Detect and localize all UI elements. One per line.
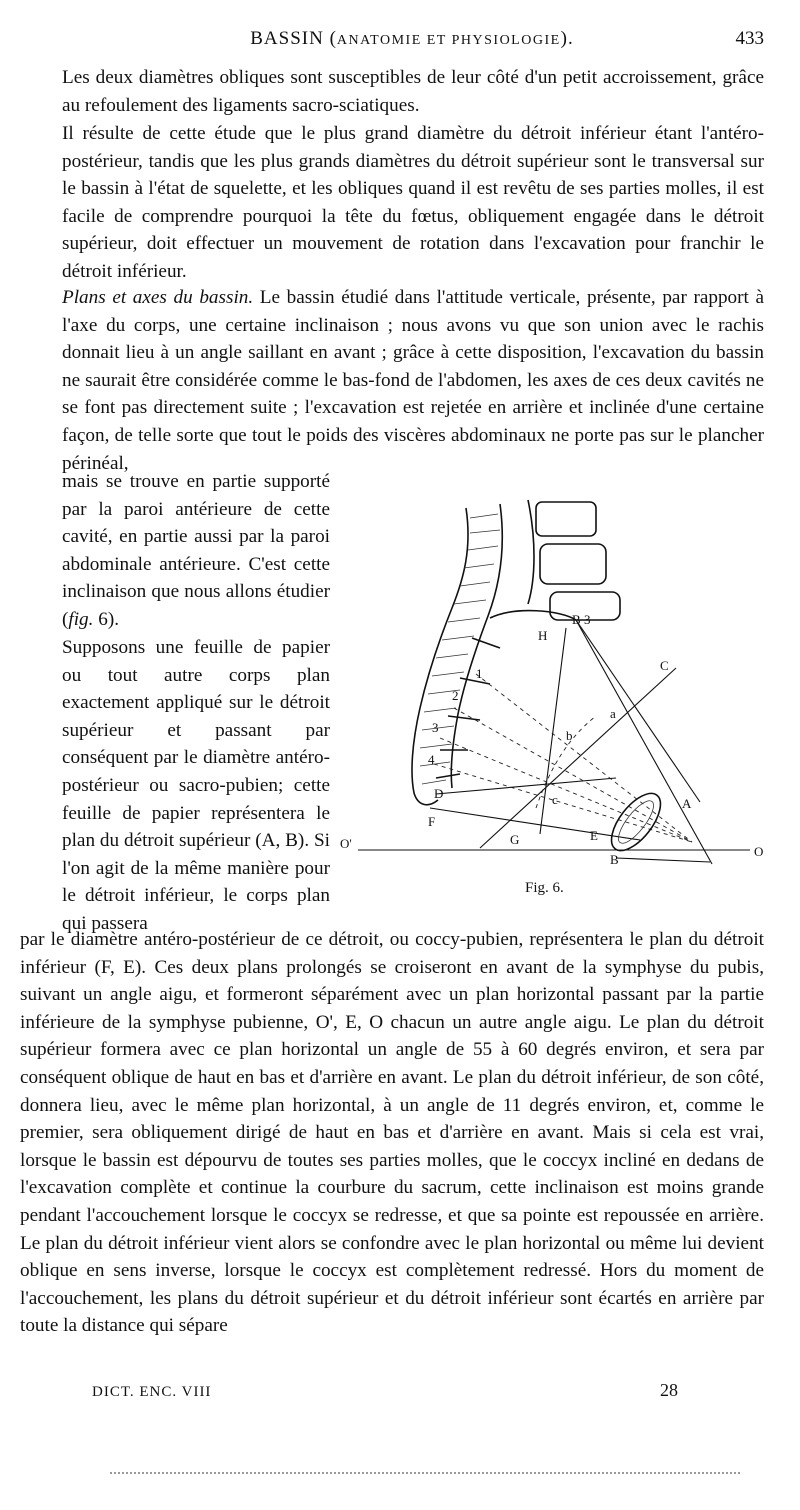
paragraph-inclinaison-text: mais se trouve en partie supporté par la paroi antérieure de cette cavité, en partie aussi par la paroi abdominale antérieure. C'est cette inclinaison que nous allons étudier ( xyxy=(62,471,330,630)
footer-signature: 28 xyxy=(660,1380,678,1400)
label-f: F xyxy=(428,814,436,829)
vertebra-body-1 xyxy=(536,502,596,536)
paragraph-resultat-etude: Il résulte de cette étude que le plus grand diamètre du détroit inférieur étant l'antéro-postérieur, tandis que les plus grands diamètres du détroit supérieur sont le transversal sur le bassin à l'état de squelette, et les obliques quand il est revêtu de ses parties molles, il est facile de comprendre pourquoi la tête du fœtus, obliquement engagée dans le détroit supérieur, doit effectuer un mouvement de rotation dans l'excavation pour franchir le détroit inférieur. xyxy=(62,123,764,282)
page-footer xyxy=(92,1380,740,1408)
footer-volume: DICT. ENC. VIII xyxy=(92,1384,212,1400)
label-3: 3 xyxy=(432,720,439,735)
label-a: A xyxy=(682,796,692,811)
label-4: 4 xyxy=(428,752,435,767)
promontory-contour xyxy=(490,611,576,620)
sacrum-hatching xyxy=(420,514,500,784)
axis-line-c xyxy=(480,668,676,848)
paragraph-diametres-obliques: Les deux diamètres obliques sont susceptibles de leur côté d'un petit accroissement, grâce au refoulement des ligaments sacro-sciatiques. xyxy=(62,67,764,116)
label-g: G xyxy=(510,832,520,847)
label-b-lower: B xyxy=(610,852,619,867)
label-h: H xyxy=(538,628,548,643)
label-b-small: b xyxy=(566,728,573,743)
rachis-contour xyxy=(528,500,534,604)
sacrum-outer-contour xyxy=(412,508,468,805)
line-sacral-promontory-to-a xyxy=(576,620,700,802)
figure-reference-number: 6). xyxy=(93,608,120,630)
bottom-dotted-rule xyxy=(110,1472,740,1476)
running-title xyxy=(60,28,764,50)
label-1: 1 xyxy=(476,666,483,681)
label-o: O xyxy=(754,844,764,859)
figure-reference: fig. xyxy=(68,608,94,630)
label-d: D xyxy=(434,786,444,801)
page-number: 433 xyxy=(735,28,764,49)
label-o-prime: O' xyxy=(340,836,352,851)
running-title-main: BASSIN ( xyxy=(250,28,337,49)
sacral-segments xyxy=(436,638,500,778)
paragraph-plans-detroits: par le diamètre antéro-postérieur de ce détroit, ou coccy-pubien, représentera le plan du détroit inférieur (F, E). Ces deux plans prolongés se croiseront en avant de la symphyse du pubis, suivant un angle aigu, et formeront séparément avec un plan horizontal passant par la partie inférieure de la symphyse pubienne, O', E, O chacun un autre angle aigu. Le plan du détroit supérieur formera avec ce plan horizontal un angle de 55 à 60 degrés environ, et sera par conséquent oblique de haut en bas et d'arrière en avant. Le plan du détroit inférieur, de son côté, donnera lieu, avec le même plan horizontal, à un angle de 11 degrés environ, et, comme le premier, sera obliquement dirigé de haut en bas et d'arrière en avant. Mais si cela est vrai, lorsque le bassin est dépourvu de toutes ses parties molles, que le coccyx incliné en dedans de l'excavation complète et continue la courbure du sacrum, cette inclinaison est moins grande pendant l'accouchement lorsque le coccyx se redresse, et que sa pointe est repoussée en arrière. Le plan du détroit inférieur vient alors se confondre avec le plan horizontal ou même lui devient oblique en sens inverse, lorsque le coccyx est complètement redressé. Hors du moment de l'accouchement, les plans du détroit supérieur et du détroit inférieur sont écartés en arrière par toute la distance qui sépare xyxy=(20,929,764,1337)
running-header xyxy=(60,28,764,54)
vertebra-body-2 xyxy=(540,544,606,584)
label-e: E xyxy=(590,828,598,843)
paragraph-plans-axes-text: Le bassin étudié dans l'attitude verticale, présente, par rapport à l'axe du corps, une certaine inclinaison ; nous avons vu que son union avec le rachis donnait lieu à un angle saillant en avant ; grâce à cette disposition, l'excavation du bassin ne saurait être considérée comme le bas-fond de l'abdomen, les axes de ces deux cavités ne se font pas directement suite ; l'excavation est rejetée en arrière et inclinée d'une certaine façon, de telle sorte que tout le poids des viscères abdominaux ne porte pas sur le plancher périnéal, xyxy=(62,287,764,474)
figure-caption: Fig. 6. xyxy=(525,880,564,896)
paragraph-feuille-papier: Supposons une feuille de papier ou tout autre corps plan exactement appliqué sur le détroit supérieur et passant par conséquent par le diamètre antéro-postérieur ou sacro-pubien; cette feuille de papier représentera le plan du détroit supérieur (A, B). Si l'on agit de la même manière pour le détroit inférieur, le corps plan qui passera xyxy=(62,637,330,934)
label-c: C xyxy=(660,658,669,673)
paragraph-inclinaison xyxy=(62,468,330,634)
line-b-to-o xyxy=(616,858,710,862)
label-c-small: c xyxy=(552,792,558,807)
label-3-top: 3 xyxy=(584,612,591,627)
label-2: 2 xyxy=(452,688,459,703)
pubic-symphysis-inner xyxy=(613,796,659,848)
label-a-small: a xyxy=(610,706,616,721)
running-title-end: ). xyxy=(560,28,574,49)
plane-lower-strait-f-e xyxy=(430,808,640,840)
section-heading-plans-axes: Plans et axes du bassin. xyxy=(62,287,254,308)
running-title-smallcaps: ANATOMIE ET PHYSIOLOGIE xyxy=(336,33,561,48)
pubic-symphysis xyxy=(602,785,669,858)
pelvis-planes-figure xyxy=(340,488,770,908)
label-b-promontory: B xyxy=(572,612,581,627)
